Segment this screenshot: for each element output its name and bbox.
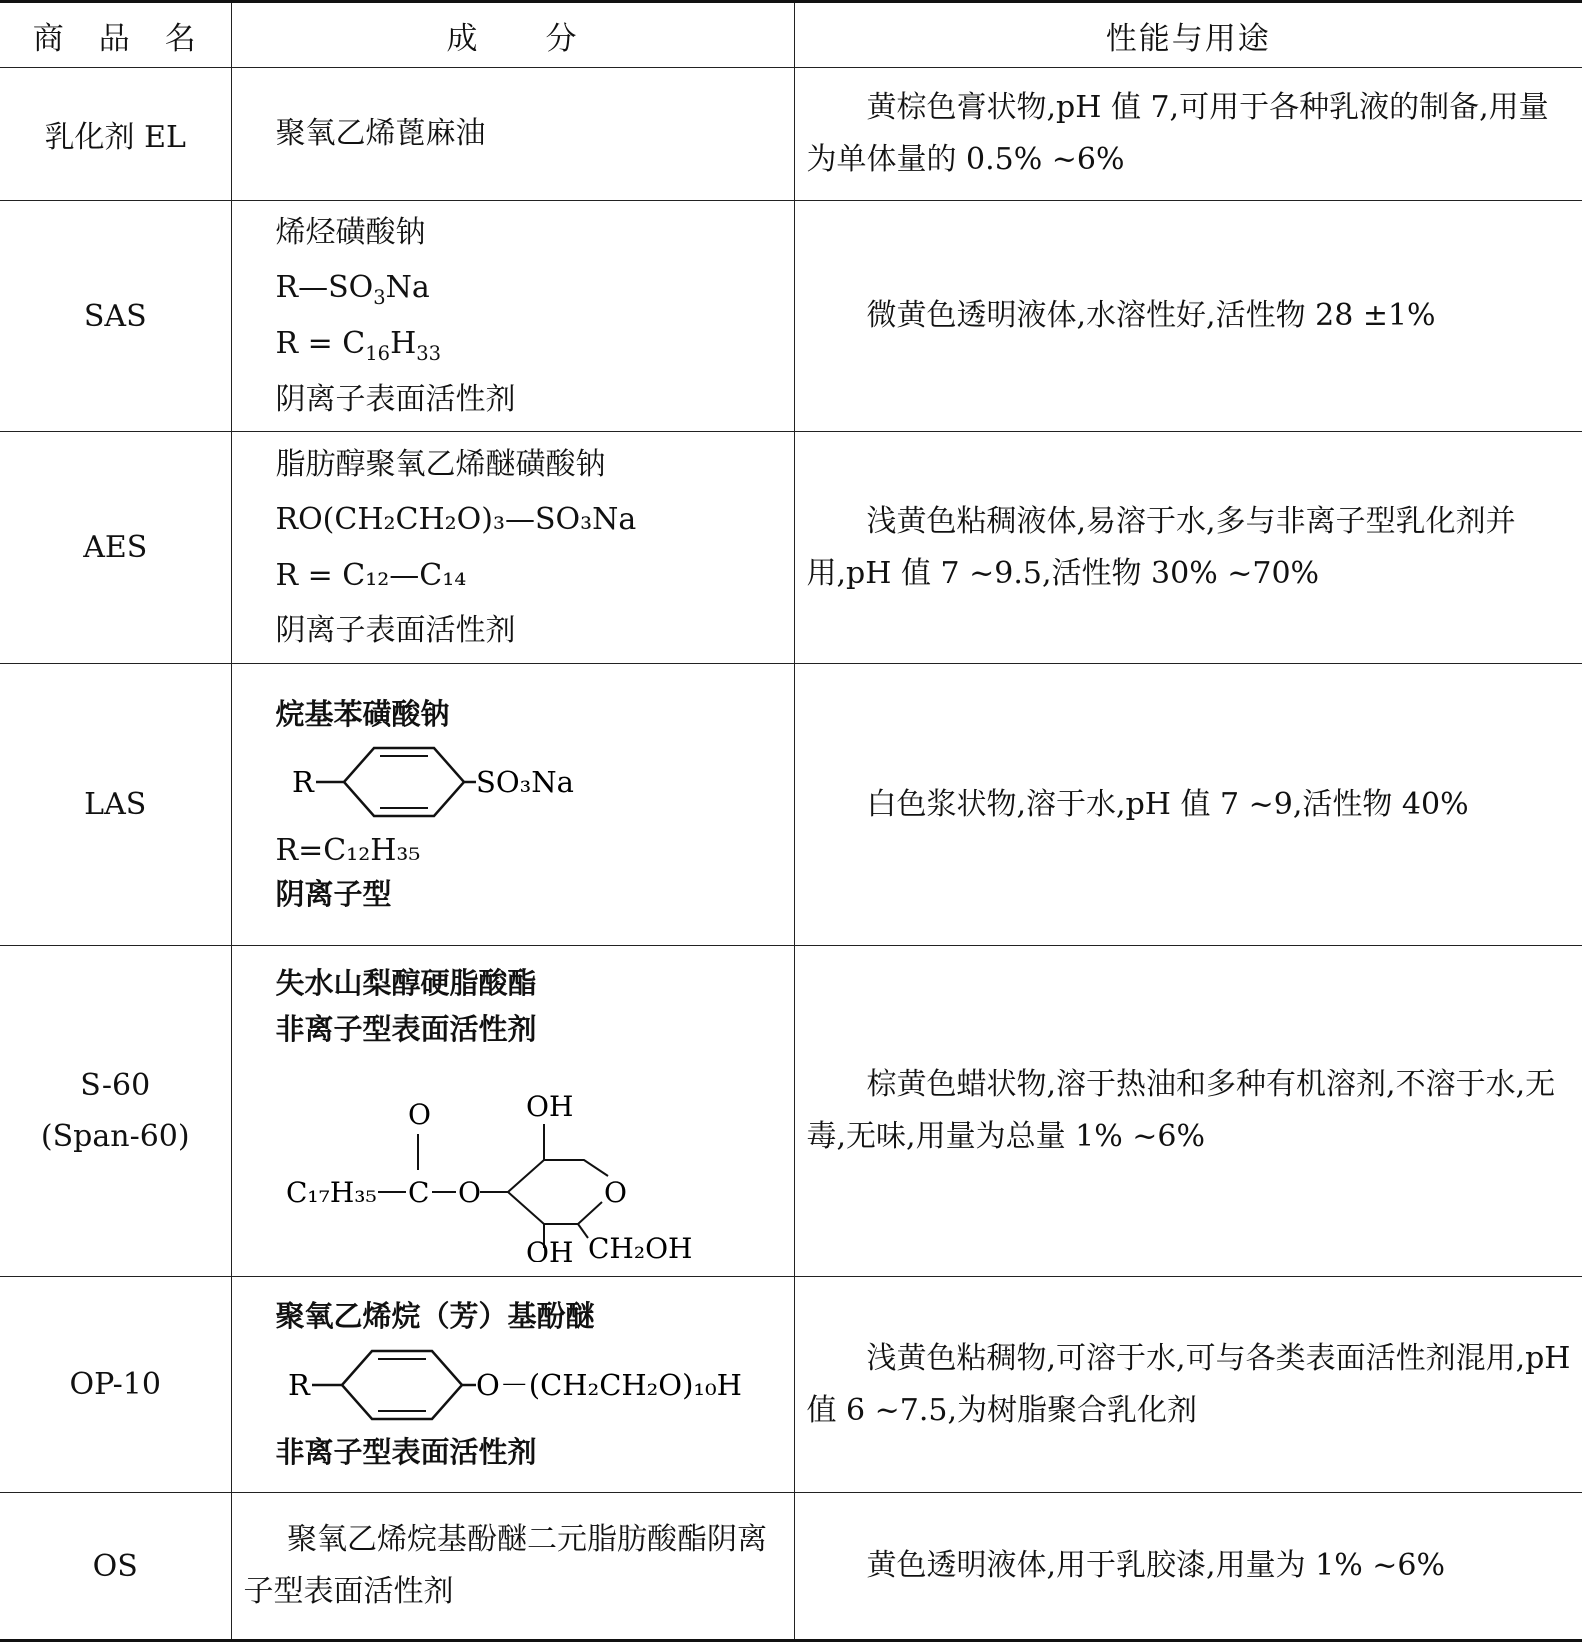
product-name: OP-10 xyxy=(0,1277,231,1493)
table-row xyxy=(0,664,1582,946)
r-group: R xyxy=(291,765,314,799)
product-name: LAS xyxy=(0,664,231,946)
composition: 聚氧乙烯烷基酚醚二元脂肪酸酯阴离子型表面活性剂 xyxy=(243,1521,767,1609)
formula: $R—SO_3Na$ xyxy=(275,270,430,309)
ester-oxygen: O xyxy=(457,1176,481,1210)
composition xyxy=(231,1277,794,1493)
product-name-cell xyxy=(0,946,231,1277)
carbonyl-oxygen: O xyxy=(407,1098,431,1132)
properties-text: 浅黄色粘稠液体,易溶于水,多与非离子型乳化剂并用,pH 值 7 ~9.5,活性物 30% ~70% xyxy=(806,503,1516,591)
table-row xyxy=(0,432,1582,664)
table-row xyxy=(0,1493,1582,1641)
composition xyxy=(231,432,794,664)
product-name: OS xyxy=(0,1493,231,1641)
properties-text: 棕黄色蜡状物,溶于热油和多种有机溶剂,不溶于水,无毒,无味,用量为总量 1% ~6% xyxy=(806,1067,1556,1154)
header-properties-uses: 性能与用途 xyxy=(794,2,1582,68)
surfactant-type: 阴离子表面活性剂 xyxy=(275,381,516,417)
hydroxymethyl: CH₂OH xyxy=(587,1232,692,1263)
surfactant-type: 阴离子型 xyxy=(275,877,392,911)
product-name: SAS xyxy=(0,201,231,432)
alkyl-chain: C₁₇H₃₅ xyxy=(285,1176,377,1210)
header-row xyxy=(0,2,1582,68)
benzene-ring xyxy=(344,748,464,816)
composition: 聚氧乙烯蓖麻油 xyxy=(231,68,794,201)
benzene-structure xyxy=(276,736,596,828)
composition-title: 烷基苯磺酸钠 xyxy=(275,696,450,731)
table-row xyxy=(0,1277,1582,1493)
properties-text: 浅黄色粘稠物,可溶于水,可与各类表面活性剂混用,pH 值 6 ~7.5,为树脂聚合乳化剂 xyxy=(806,1340,1571,1428)
formula-r: $R = C_{16}H_{33}$ xyxy=(275,326,442,365)
formula: RO(CH₂CH₂O)₃—SO₃Na xyxy=(275,502,637,537)
properties-text: 黄棕色膏状物,pH 值 7,可用于各种乳液的制备,用量为单体量的 0.5% ~6% xyxy=(806,90,1549,177)
formula-r: R = C₁₂—C₁₄ xyxy=(275,557,467,593)
benzene-ring xyxy=(342,1351,462,1419)
properties-text: 微黄色透明液体,水溶性好,活性物 28 ±1% xyxy=(866,298,1436,334)
product-name-alt: (Span-60) xyxy=(40,1119,190,1154)
phenol-ether-structure xyxy=(276,1339,776,1431)
composition-title: 失水山梨醇硬脂酸酯 xyxy=(275,965,537,1000)
composition-title: 聚氧乙烯烷（芳）基酚醚 xyxy=(275,1299,595,1333)
table-row xyxy=(0,946,1582,1277)
hydroxyl-top: OH xyxy=(525,1090,573,1124)
sorbitan-structure xyxy=(276,1052,736,1262)
formula-r: R=C₁₂H₃₅ xyxy=(275,833,421,868)
sulfonate-group: SO₃Na xyxy=(475,765,574,799)
composition xyxy=(231,201,794,432)
composition-title: 脂肪醇聚氧乙烯醚磺酸钠 xyxy=(275,446,606,482)
table-row xyxy=(0,68,1582,201)
carbonyl-carbon: C xyxy=(407,1176,429,1210)
product-name: AES xyxy=(0,432,231,664)
product-name: S-60 xyxy=(80,1068,151,1103)
composition xyxy=(231,946,794,1277)
properties-text: 黄色透明液体,用于乳胶漆,用量为 1% ~6% xyxy=(866,1548,1445,1584)
surfactant-type: 非离子型表面活性剂 xyxy=(275,1434,537,1469)
properties-text: 白色浆状物,溶于水,pH 值 7 ~9,活性物 40% xyxy=(866,786,1469,822)
header-composition: 成 分 xyxy=(231,2,794,68)
hydroxyl-bottom: OH xyxy=(525,1236,573,1263)
polyether-chain: O－(CH₂CH₂O)₁₀H xyxy=(475,1367,742,1402)
surfactant-type: 非离子型表面活性剂 xyxy=(275,1012,537,1046)
composition xyxy=(231,664,794,946)
r-group: R xyxy=(287,1367,310,1402)
ring-oxygen: O xyxy=(603,1176,627,1210)
surfactant-type: 阴离子表面活性剂 xyxy=(275,613,516,648)
composition-title: 烯烃磺酸钠 xyxy=(275,214,426,250)
product-name: 乳化剂 EL xyxy=(0,68,231,201)
table-row xyxy=(0,201,1582,432)
header-product-name: 商 品 名 xyxy=(0,2,231,68)
